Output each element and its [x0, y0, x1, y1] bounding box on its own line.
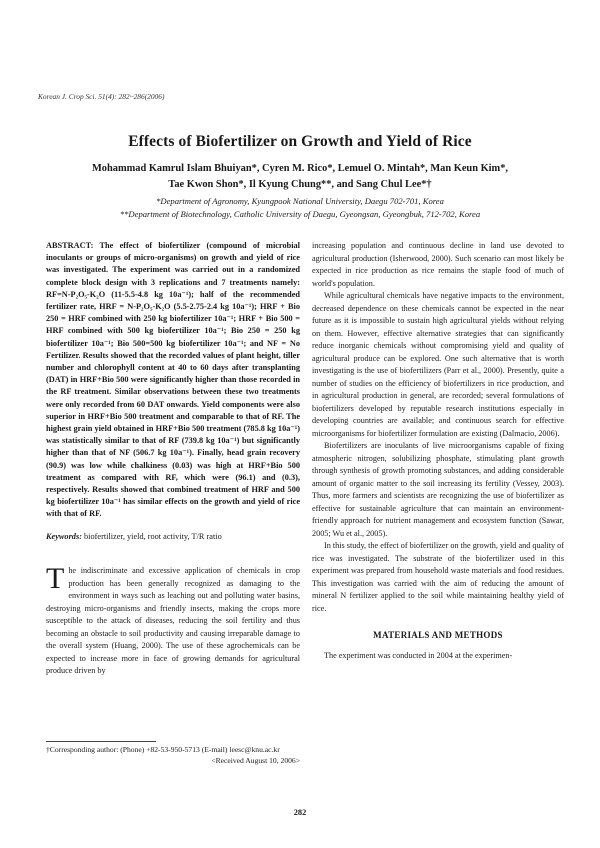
intro-paragraph-1: he indiscriminate and excessive application of chemicals in crop production has been generally recognized as damaging to the environment in ways such as leaching out and polluting water basins, destroying micro-organisms and friendly insects, making the crops more susceptible to the attack of diseases, reducing the soil fertility and thus becoming an obstacle to soil productivity and causing irreparable damage to the overall system (Huang, 2000). The use of these agrochemicals can be expected to increase more in face of growing demands for agricultural produce driven by [46, 566, 300, 676]
affiliation-1: *Department of Agronomy, Kyungpook National University, Daegu 702-701, Korea [156, 196, 444, 206]
introduction-paragraph [46, 562, 300, 678]
left-column [46, 240, 300, 678]
author-line-1: Mohammad Kamrul Islam Bhuiyan*, Cyren M. Rico*, Lemuel O. Mintah*, Man Keun Kim*, [91, 163, 509, 174]
corresponding-author: †Corresponding author: (Phone) +82-53-950-5713 (E-mail) leesc@knu.ac.kr [46, 745, 280, 754]
abstract-text: The effect of biofertilizer (compound of microbial inoculants or groups of micro-organisms) on growth and yield of rice was investigated. The experiment was carried out in a randomized complete block design with 3 replications and 7 treatments namely: RF=N-P₂O₅-K₂O (11-5.5-4.8 kg 10a⁻¹); half of the recommended fertilizer rate, HRF = N-P₂O₅-K₂O (5.5-2.75-2.4 kg 10a⁻¹); HRF + Bio 250 = HRF combined with 250 kg biofertilizer 10a⁻¹; HRF + Bio 500 = HRF combined with 500 kg biofertilizer 10a⁻¹; Bio 250 = 250 kg biofertilizer 10a⁻¹; Bio 500=500 kg biofertilizer 10a⁻¹; and NF = No Fertilizer. Results showed that the recorded values of plant height, tiller number and chlorophyll content at 40 to 60 days after transplanting (DAT) in HRF+Bio 500 were significantly higher than those recorded in the RF treatment. Similar observations between these two treatments were only recorded from 60 DAT onwards. Yield components were also superior in HRF+Bio 500 treatment and comparable to that of RF. The highest grain yield obtained in HRF+Bio 500 treatment (785.8 kg 10a⁻¹) was statistically similar to that of RF (739.8 kg 10a⁻¹) but significantly higher than that of NF (506.7 kg 10a⁻¹). Finally, head grain recovery (90.9) was low while chalkiness (0.03) was high at HRF+Bio 500 treatment as compared with RF, which were (96.1) and (0.3), respectively. Results showed that combined treatment of HRF and 500 kg biofertilizer 10a⁻¹ has similar effects on the growth and yield of rice with that of RF. [46, 241, 300, 519]
affiliation-2: **Department of Biotechnology, Catholic University of Daegu, Gyeongsan, Gyeongbuk, 712-702, Korea [119, 209, 481, 219]
keywords-text: biofertilizer, yield, root activity, T/R ratio [84, 531, 222, 541]
footnote [46, 745, 300, 766]
intro-paragraph-2: While agricultural chemicals have negative impacts to the environment, decreased dependence on these chemicals cannot be expected in the near future as it is impossible to sustain high agricultural yields without relying on them. However, effective alternative strategies that can significantly reduce inorganic chemicals without compromising yield and quality of agricultural produce can be explored. One such alternative that is worth investigating is the use of biofertilizers (Parr et al., 2000). Presently, quite a number of studies on the efficiency of biofertilizers in rice production, and in agricultural production in general, are recorded; several formulations of biofertilizers developed by reputable research institutions especially in developing countries are available; and continuous search for effective microorganisms for biofertilizer formulation are existing (Dalmacio, 2006). [312, 291, 564, 438]
intro-paragraph-1-continued: increasing population and continuous decline in land use devoted to agricultural production (Isherwood, 2000). Such scenario can most likely be expected in rice production as rice remains the staple food of much of world's population. [312, 241, 564, 288]
section-heading-methods: MATERIALS AND METHODS [373, 630, 503, 640]
affiliations [20, 195, 580, 221]
right-column [312, 240, 564, 662]
intro-paragraph-4: In this study, the effect of biofertilizer on the growth, yield and quality of rice was investigated. The substrate of the biofertilizer used in this experiment was prepared from household waste materials and food residues. This investigation was carried with the aim of reducing the amount of mineral N fertilizer applied to the soil while maintaining healthy yield of rice. [312, 541, 564, 613]
author-list [30, 161, 570, 193]
abstract-label: ABSTRACT: [46, 241, 94, 250]
received-date: <Received August 10, 2006> [211, 755, 300, 765]
author-line-2: Tae Kwon Shon*, Il Kyung Chung**, and Sang Chul Lee*† [168, 179, 432, 190]
drop-cap: T [46, 562, 65, 596]
footnote-divider [46, 741, 156, 742]
abstract [46, 240, 300, 521]
journal-reference: Korean J. Crop Sci. 51(4): 282~286(2006) [38, 92, 165, 101]
keywords-label: Keywords: [46, 531, 82, 541]
methods-paragraph-1: The experiment was conducted in 2004 at the experimen- [324, 650, 513, 660]
paper-title: Effects of Biofertilizer on Growth and Yield of Rice [128, 133, 472, 150]
page-number: 282 [293, 808, 307, 817]
keywords [46, 531, 300, 544]
intro-paragraph-3: Biofertilizers are inoculants of live microorganisms capable of fixing atmospheric nitrogen, solubilizing phosphate, stimulating plant growth through synthesis of growth promoting substances, and adding considerable amount of organic matter to the soil increasing its fertility (Vessey, 2003). Thus, more farmers and scientists are recognizing the use of biofertilizer as effective for sustainable agriculture that can maintain an environment-friendly approach for nutrient management and ecosystem function (Sawar, 2005; Wu et al., 2005). [312, 441, 564, 538]
